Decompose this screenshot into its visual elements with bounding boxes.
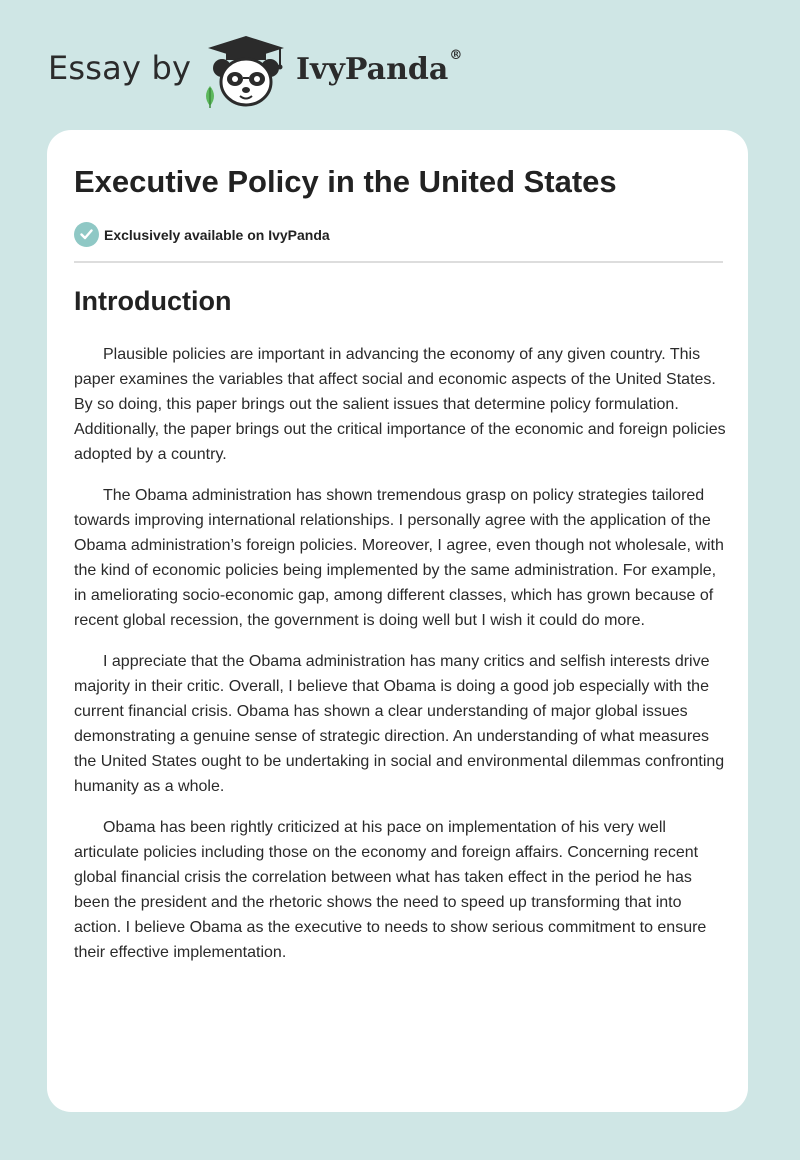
section-heading: Introduction	[74, 286, 232, 316]
exclusive-badge	[74, 222, 330, 247]
essay-by-label: Essay by	[48, 49, 192, 87]
paragraph: The Obama administration has shown tremendous grasp on policy strategies tailored towards improving international relationships. I personally agree with the application of the Obama administration’s foreign policies. Moreover, I agree, even though not wholesale, with the kind of economic policies being implemented by the same administration. For example, in ameliorating socio-economic gap, among different classes, which has grown because of recent global recession, the government is doing well but I wish it could do more.	[74, 487, 724, 629]
brand-name: IvyPanda	[296, 52, 449, 87]
essay-body	[74, 342, 726, 981]
essay-card	[47, 130, 748, 1112]
divider	[74, 261, 723, 263]
check-icon	[74, 222, 99, 247]
page-title: Executive Policy in the United States	[74, 164, 617, 199]
paragraph: Obama has been rightly criticized at his pace on implementation of his very well articulate policies including those on the economy and foreign affairs. Concerning recent global financial crisis the correlation between what has taken effect in the period he has been the president and the rhetoric shows the need to speed up transforming that into action. I believe Obama as the executive to needs to show serious commitment to ensure their effective implementation.	[74, 819, 707, 961]
brand-logo-text[interactable]	[296, 48, 463, 87]
paragraph: I appreciate that the Obama administration has many critics and selfish interests drive majority in their critic. Overall, I believe that Obama is doing a good job especially with the current financial crisis. Obama has shown a clear understanding of major global issues demonstrating a genuine sense of strategic direction. An understanding of what measures the United States ought to be undertaking in social and environmental dilemmas confronting humanity as a whole.	[74, 653, 725, 795]
paragraph: Plausible policies are important in advancing the economy of any given country. This paper examines the variables that affect social and economic aspects of the United States. By so doing, this paper brings out the salient issues that determine policy formulation. Additionally, the paper brings out the critical importance of the economic and foreign policies adopted by a country.	[74, 346, 726, 463]
panda-graduate-icon[interactable]	[200, 34, 292, 110]
registered-mark: ®	[449, 48, 463, 63]
site-header	[0, 0, 800, 130]
badge-label: Exclusively available on IvyPanda	[104, 226, 330, 243]
